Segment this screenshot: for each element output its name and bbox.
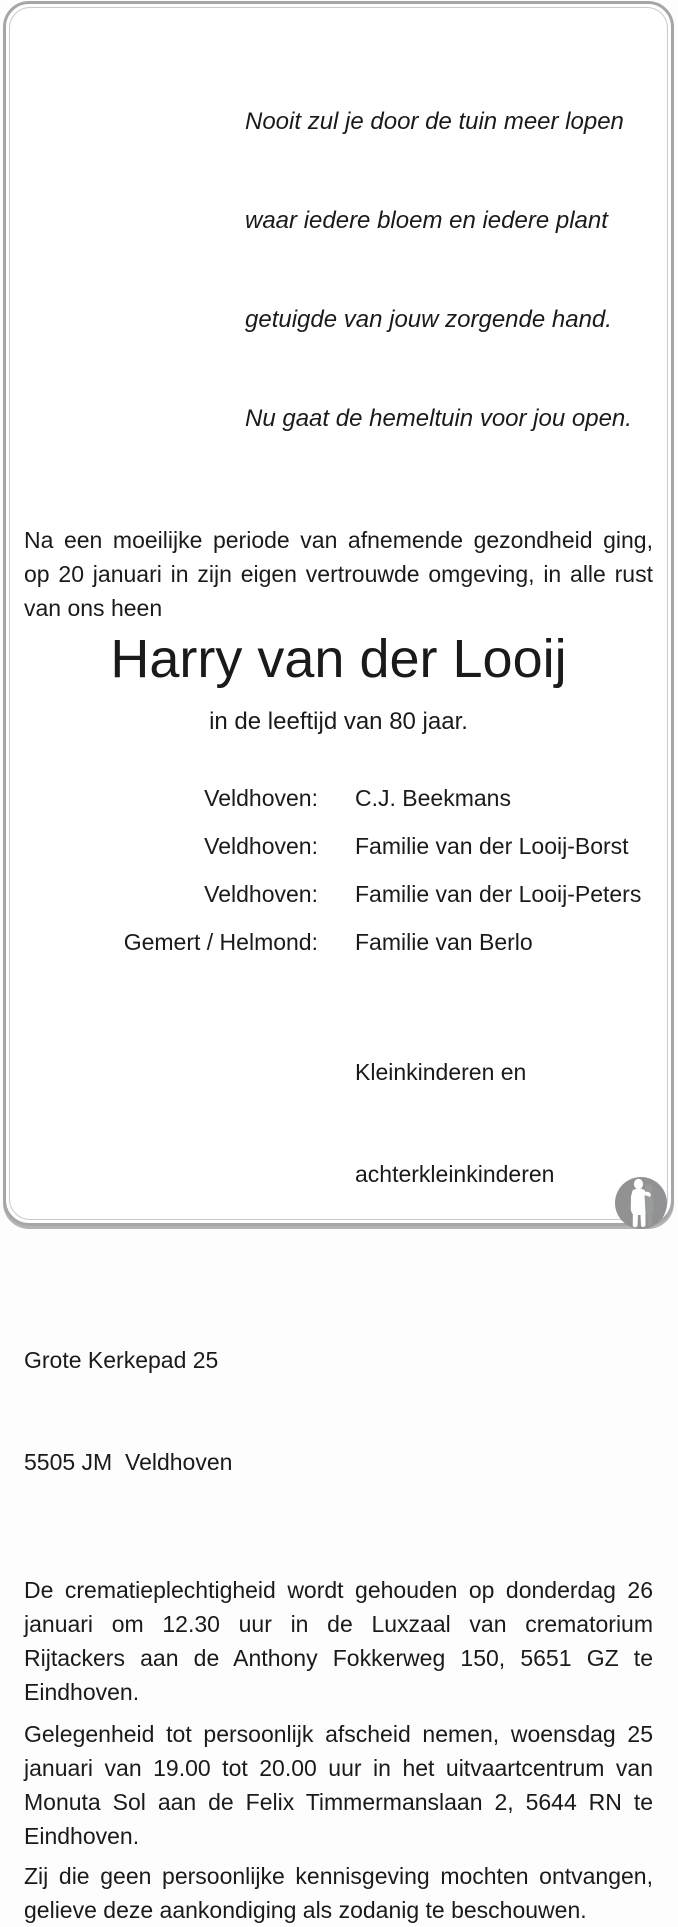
family-name: Familie van Berlo — [355, 929, 533, 955]
family-place: Veldhoven: — [204, 881, 318, 907]
poem-line-4: Nu gaat de hemeltuin voor jou open. — [245, 405, 632, 432]
family-name: C.J. Beekmans — [355, 785, 511, 811]
deceased-name: Harry van der Looij — [110, 629, 567, 689]
family-row — [24, 829, 653, 863]
grandchildren-note — [355, 987, 653, 1259]
address-street: Grote Kerkepad 25 — [24, 1347, 219, 1373]
family-place: Gemert / Helmond: — [123, 929, 318, 955]
age-line: in de leeftijd van 80 jaar. — [209, 708, 468, 735]
family-row — [24, 877, 653, 911]
family-row — [24, 925, 653, 959]
announcement-intro: Na een moeilijke periode van afnemende gezondheid ging, op 20 januari in zijn eigen vertrouwde omgeving, in alle rust van ons heen — [24, 527, 653, 621]
family-place: Veldhoven: — [204, 833, 318, 859]
notice-paragraph: Zij die geen persoonlijke kennisgeving mochten ontvangen, gelieve deze aankondiging als zodanig te beschouwen. — [24, 1863, 653, 1923]
correspondence-address — [24, 1275, 653, 1547]
monuta-figures-icon — [614, 1176, 668, 1230]
memorial-poem — [245, 39, 653, 501]
condolence-paragraph: Gelegenheid tot persoonlijk afscheid nemen, woensdag 25 januari van 19.00 tot 20.00 uur in het uitvaartcentrum van Monuta Sol aan de Felix Timmermanslaan 2, 5644 RN te Eindhoven. — [24, 1721, 653, 1849]
obituary-card — [3, 1, 674, 1923]
grandchildren-line-2: achterkleinkinderen — [355, 1161, 555, 1187]
family-name: Familie van der Looij-Peters — [355, 881, 642, 907]
family-name: Familie van der Looij-Borst — [355, 833, 629, 859]
address-city: 5505 JM Veldhoven — [24, 1449, 233, 1475]
poem-line-1: Nooit zul je door de tuin meer lopen — [245, 108, 624, 135]
family-place: Veldhoven: — [204, 785, 318, 811]
grandchildren-line-1: Kleinkinderen en — [355, 1059, 527, 1085]
family-list — [24, 781, 653, 959]
poem-line-3: getuigde van jouw zorgende hand. — [245, 306, 612, 333]
family-row — [24, 781, 653, 815]
cremation-paragraph: De crematieplechtigheid wordt gehouden op donderdag 26 januari om 12.30 uur in de Luxzaal van crematorium Rijtackers aan de Anthony Fokkerweg 150, 5651 GZ te Eindhoven. — [24, 1577, 653, 1705]
card-inner-frame — [9, 7, 668, 1923]
monuta-logo — [614, 1176, 668, 1230]
poem-line-2: waar iedere bloem en iedere plant — [245, 207, 608, 234]
